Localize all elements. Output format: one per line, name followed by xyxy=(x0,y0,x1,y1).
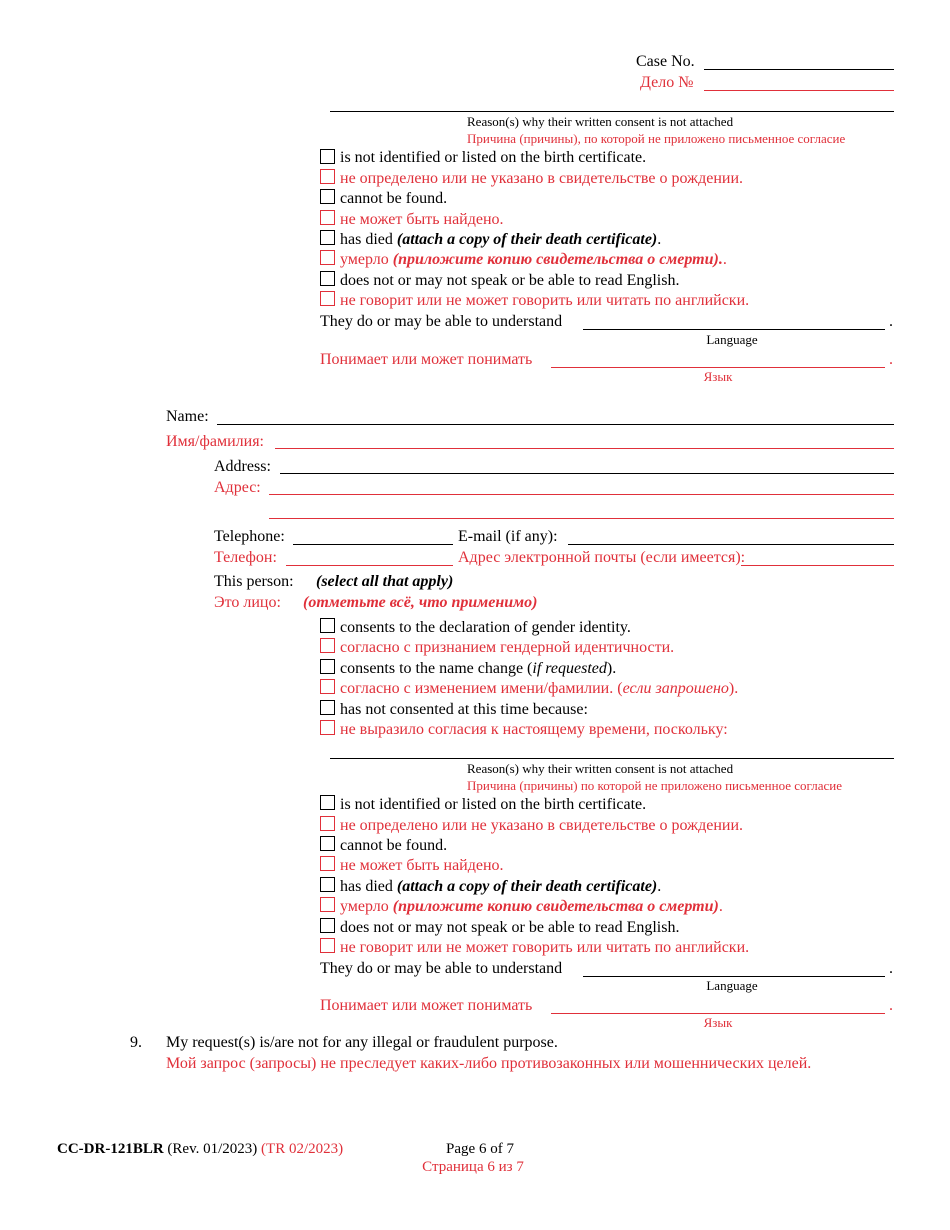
item-9-number: 9. xyxy=(130,1034,142,1051)
language-field-2[interactable] xyxy=(583,976,885,977)
name-label-ru: Имя/фамилия: xyxy=(166,433,264,450)
understand-label-1-ru: Понимает или может понимать xyxy=(320,351,533,368)
option-not-found-1: cannot be found. xyxy=(340,190,448,207)
case-no-label-ru: Дело № xyxy=(640,74,694,91)
this-person-label-ru: Это лицо: xyxy=(214,594,281,611)
select-all-instruction: (select all that apply) xyxy=(316,573,454,590)
language-field-1[interactable] xyxy=(583,329,885,330)
address-field[interactable] xyxy=(280,473,894,474)
option-consents-name-prefix: consents to the name change ( xyxy=(340,660,533,677)
option-died-1-prefix: has died xyxy=(340,231,397,248)
checkbox-died-1-ru[interactable] xyxy=(320,250,335,265)
understand-period-1: . xyxy=(889,313,893,330)
option-consents-name-suffix: ). xyxy=(606,660,617,677)
item-9-text: My request(s) is/are not for any illegal or fraudulent purpose. xyxy=(166,1034,558,1051)
language-caption-1: Language xyxy=(706,332,758,347)
checkbox-not-consented-ru[interactable] xyxy=(320,720,335,735)
checkbox-english-2[interactable] xyxy=(320,918,335,933)
this-person-label: This person: xyxy=(214,573,294,590)
option-not-identified-1: is not identified or listed on the birth certificate. xyxy=(340,149,647,166)
email-field-ru[interactable] xyxy=(741,565,894,566)
option-died-1-suffix: . xyxy=(657,231,662,248)
understand-period-2: . xyxy=(889,960,893,977)
option-english-1: does not or may not speak or be able to read English. xyxy=(340,272,680,289)
address-field-line2[interactable] xyxy=(269,518,894,519)
understand-label-2-ru: Понимает или может понимать xyxy=(320,997,533,1014)
option-died-2-ru-suffix: . xyxy=(718,898,723,915)
option-died-1-ru-emph: (приложите копию свидетельства о смерти). xyxy=(392,251,723,268)
checkbox-died-1[interactable] xyxy=(320,230,335,245)
checkbox-died-2[interactable] xyxy=(320,877,335,892)
telephone-field-ru[interactable] xyxy=(286,565,453,566)
address-label: Address: xyxy=(214,458,271,475)
option-died-2-ru xyxy=(340,899,723,915)
email-field[interactable] xyxy=(568,544,894,545)
option-consents-name-emph: if requested xyxy=(532,660,607,677)
reason-caption-2-ru: Причина (причины) по которой не приложено письменное согласие xyxy=(467,778,842,793)
address-label-ru: Адрес: xyxy=(214,479,261,496)
checkbox-not-identified-2-ru[interactable] xyxy=(320,816,335,831)
name-field[interactable] xyxy=(217,424,894,425)
option-consents-name-ru-suffix: ). xyxy=(728,680,739,697)
checkbox-not-found-1[interactable] xyxy=(320,189,335,204)
email-label: E-mail (if any): xyxy=(458,528,558,545)
checkbox-died-2-ru[interactable] xyxy=(320,897,335,912)
case-no-field[interactable] xyxy=(704,69,894,70)
language-caption-2: Language xyxy=(706,978,758,993)
option-not-found-2-ru: не может быть найдено. xyxy=(340,857,504,874)
option-not-consented-ru: не выразило согласия к настоящему времени, поскольку: xyxy=(340,721,728,738)
option-died-1-emph: (attach a copy of their death certificate) xyxy=(396,231,658,248)
option-consents-name-ru xyxy=(340,681,738,697)
option-died-2-suffix: . xyxy=(657,878,662,895)
checkbox-consents-name-ru[interactable] xyxy=(320,679,335,694)
option-died-2-ru-emph: (приложите копию свидетельства о смерти) xyxy=(392,898,719,915)
checkbox-english-1-ru[interactable] xyxy=(320,291,335,306)
case-no-field-ru[interactable] xyxy=(704,90,894,91)
checkbox-not-identified-1[interactable] xyxy=(320,149,335,164)
option-died-1-ru xyxy=(340,252,727,268)
option-died-1-ru-prefix: умерло xyxy=(340,251,393,268)
option-not-consented: has not consented at this time because: xyxy=(340,701,588,718)
option-died-2-prefix: has died xyxy=(340,878,397,895)
reason-field-1[interactable] xyxy=(330,111,894,112)
footer-page-ru: Страница 6 из 7 xyxy=(422,1159,524,1175)
option-not-found-2: cannot be found. xyxy=(340,837,448,854)
option-died-1 xyxy=(340,232,661,248)
checkbox-consents-name[interactable] xyxy=(320,659,335,674)
option-consents-gender: consents to the declaration of gender identity. xyxy=(340,619,631,636)
understand-period-2-ru: . xyxy=(889,997,893,1014)
telephone-field[interactable] xyxy=(293,544,453,545)
footer-rev: (Rev. 01/2023) xyxy=(163,1141,258,1157)
reason-caption-1: Reason(s) why their written consent is not attached xyxy=(467,114,734,129)
option-died-2-emph: (attach a copy of their death certificate) xyxy=(396,878,658,895)
footer-tr: (TR 02/2023) xyxy=(257,1141,344,1157)
option-english-1-ru: не говорит или не может говорить или читать по английски. xyxy=(340,292,750,309)
option-died-1-ru-suffix: . xyxy=(722,251,727,268)
option-died-2 xyxy=(340,879,661,895)
reason-caption-2: Reason(s) why their written consent is not attached xyxy=(467,761,734,776)
address-field-ru[interactable] xyxy=(269,494,894,495)
checkbox-not-consented[interactable] xyxy=(320,700,335,715)
checkbox-not-found-2[interactable] xyxy=(320,836,335,851)
reason-caption-1-ru: Причина (причины), по которой не приложено письменное согласие xyxy=(467,131,846,146)
item-9-text-ru: Мой запрос (запросы) не преследует каких-либо противозаконных или мошеннических целей. xyxy=(166,1055,812,1072)
language-field-2-ru[interactable] xyxy=(551,1013,885,1014)
option-english-2: does not or may not speak or be able to read English. xyxy=(340,919,680,936)
footer-form-id: CC-DR-121BLR xyxy=(57,1141,164,1157)
footer-page: Page 6 of 7 xyxy=(446,1141,514,1157)
footer-form-info xyxy=(57,1142,343,1157)
option-not-identified-2: is not identified or listed on the birth certificate. xyxy=(340,796,647,813)
telephone-label-ru: Телефон: xyxy=(214,549,277,566)
option-consents-name xyxy=(340,661,616,677)
checkbox-english-2-ru[interactable] xyxy=(320,938,335,953)
telephone-label: Telephone: xyxy=(214,528,285,545)
checkbox-not-found-2-ru[interactable] xyxy=(320,856,335,871)
option-not-found-1-ru: не может быть найдено. xyxy=(340,211,504,228)
checkbox-not-identified-2[interactable] xyxy=(320,795,335,810)
option-consents-name-ru-prefix: согласно с изменением имени/фамилии. ( xyxy=(340,680,623,697)
select-all-instruction-ru: (отметьте всё, что применимо) xyxy=(303,594,538,611)
name-field-ru[interactable] xyxy=(275,448,894,449)
understand-period-1-ru: . xyxy=(889,351,893,368)
option-english-2-ru: не говорит или не может говорить или читать по английски. xyxy=(340,939,750,956)
understand-label-2: They do or may be able to understand xyxy=(320,960,563,977)
email-label-ru: Адрес электронной почты (если имеется): xyxy=(458,549,746,566)
name-label: Name: xyxy=(166,408,209,425)
option-not-identified-2-ru: не определено или не указано в свидетельстве о рождении. xyxy=(340,817,744,834)
checkbox-not-identified-1-ru[interactable] xyxy=(320,169,335,184)
checkbox-english-1[interactable] xyxy=(320,271,335,286)
checkbox-consents-gender[interactable] xyxy=(320,618,335,633)
checkbox-consents-gender-ru[interactable] xyxy=(320,638,335,653)
option-consents-name-ru-emph: если запрошено xyxy=(622,680,729,697)
language-caption-2-ru: Язык xyxy=(703,1015,733,1030)
reason-field-2[interactable] xyxy=(330,758,894,759)
option-died-2-ru-prefix: умерло xyxy=(340,898,393,915)
understand-label-1: They do or may be able to understand xyxy=(320,313,563,330)
checkbox-not-found-1-ru[interactable] xyxy=(320,210,335,225)
case-no-label: Case No. xyxy=(636,53,695,70)
language-field-1-ru[interactable] xyxy=(551,367,885,368)
option-consents-gender-ru: согласно с признанием гендерной идентичности. xyxy=(340,639,675,656)
language-caption-1-ru: Язык xyxy=(703,369,733,384)
option-not-identified-1-ru: не определено или не указано в свидетельстве о рождении. xyxy=(340,170,744,187)
